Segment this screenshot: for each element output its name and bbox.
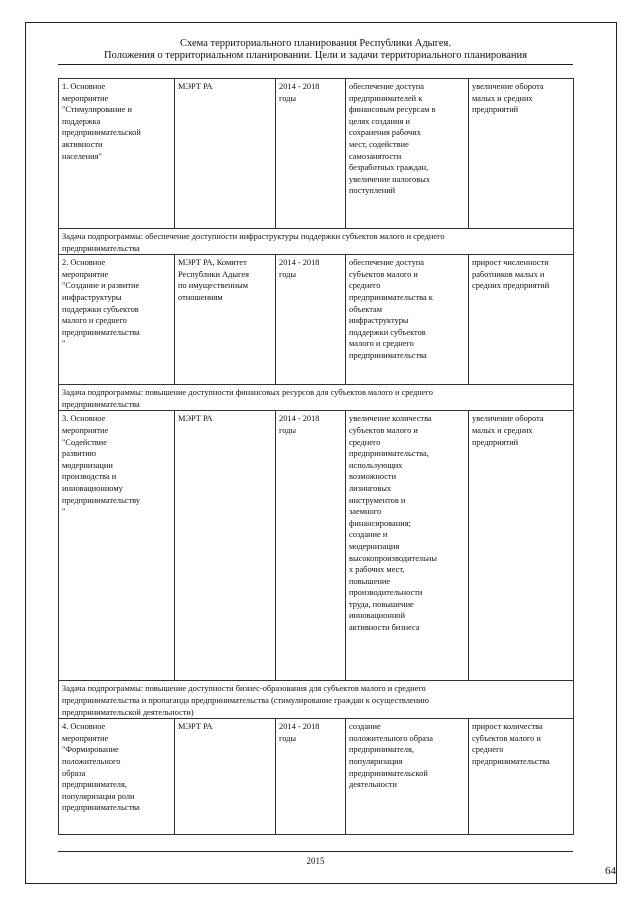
- description-line: обеспечение доступа: [349, 82, 424, 91]
- measure-title-line: 2. Основное: [62, 258, 106, 268]
- measure-title-line: предпринимательству: [62, 495, 141, 505]
- period-line: годы: [279, 425, 297, 435]
- result-line: прирост количества: [472, 722, 543, 732]
- task-text-line: предпринимательства: [62, 399, 140, 409]
- measure-row: [59, 79, 574, 229]
- measure-title-line: производства и: [62, 472, 117, 482]
- description-line: среднего: [349, 437, 381, 447]
- period-cell: [276, 719, 346, 835]
- description-line: инструментов и: [349, 495, 406, 505]
- responsible-line: МЭРТ РА, Комитет: [178, 258, 247, 268]
- description-line: предпринимательства: [349, 350, 427, 360]
- measure-row: [59, 719, 574, 835]
- measure-title-cell: [59, 79, 175, 229]
- description-line: мест, содействие: [349, 139, 409, 149]
- measure-title-line: популяризация роли: [62, 791, 135, 801]
- description-cell: [346, 719, 469, 835]
- description-line: положительного образа: [349, 733, 433, 743]
- measure-row: [59, 411, 574, 681]
- result-line: среднего: [472, 745, 504, 755]
- task-row: [59, 385, 574, 411]
- measure-title-line: мероприятие: [62, 733, 109, 743]
- task-text-line: предпринимательства: [62, 243, 140, 253]
- header-title: Схема территориального планирования Республики Адыгея.: [179, 38, 451, 49]
- description-line: деятельности: [349, 780, 397, 790]
- responsible-line: отношениям: [178, 292, 223, 302]
- measure-title-line: предпринимателя,: [62, 780, 127, 790]
- description-line: увеличение количества: [349, 414, 432, 424]
- description-cell: [346, 79, 469, 229]
- result-cell: [469, 719, 574, 835]
- description-line: предпринимательства,: [349, 449, 429, 459]
- period-line: 2014 - 2018: [279, 82, 320, 91]
- description-line: активности бизнеса: [349, 623, 420, 633]
- description-line: финансовым ресурсам в: [349, 105, 436, 115]
- description-line: производительности: [349, 588, 423, 598]
- result-line: предприятий: [472, 437, 519, 447]
- result-line: работников малых и: [472, 269, 545, 279]
- result-line: малых и средних: [472, 425, 533, 435]
- header-divider: [58, 64, 573, 65]
- measure-title-line: поддержки субъектов: [62, 304, 139, 314]
- measure-title-line: образа: [62, 768, 86, 778]
- measure-title-line: "Содействие: [62, 437, 107, 447]
- task-row: [59, 229, 574, 255]
- result-line: предпринимательства: [472, 756, 550, 766]
- description-line: среднего: [349, 281, 381, 291]
- responsible-line: по имущественным: [178, 281, 248, 291]
- description-line: сохранения рабочих: [349, 128, 421, 138]
- measure-title-cell: [59, 719, 175, 835]
- measures-table-body: [59, 79, 574, 835]
- description-line: повышение: [349, 576, 391, 586]
- description-line: объектам: [349, 304, 383, 314]
- responsible-cell: [175, 411, 276, 681]
- footer-divider: [58, 851, 573, 852]
- description-line: создание и: [349, 530, 388, 540]
- header-subtitle: Положения о территориальном планировании. Цели и задачи территориального планирования: [104, 50, 527, 61]
- measure-row: [59, 255, 574, 385]
- description-line: х рабочих мест,: [349, 565, 405, 575]
- period-cell: [276, 79, 346, 229]
- task-text-line: предпринимательской деятельности): [62, 707, 194, 717]
- measure-title-line: инновационному: [62, 483, 123, 493]
- task-cell: [59, 385, 574, 411]
- measure-title-line: положительного: [62, 756, 121, 766]
- responsible-cell: [175, 719, 276, 835]
- task-cell: [59, 229, 574, 255]
- period-line: 2014 - 2018: [279, 722, 320, 732]
- description-line: увеличение налоговых: [349, 174, 430, 184]
- measure-title-line: мероприятие: [62, 269, 109, 279]
- task-text-line: предпринимательства и пропаганда предпринимательства (стимулирование граждан к осуществлению: [62, 695, 429, 705]
- task-row: [59, 681, 574, 719]
- description-line: предпринимательской: [349, 768, 428, 778]
- description-line: целях создания и: [349, 116, 410, 126]
- description-line: малого и среднего: [349, 339, 414, 349]
- period-line: годы: [279, 93, 297, 103]
- period-line: годы: [279, 269, 297, 279]
- measure-title-line: предпринимательства: [62, 327, 140, 337]
- description-line: высокопроизводительны: [349, 553, 438, 563]
- measure-title-line: малого и среднего: [62, 316, 127, 326]
- period-line: годы: [279, 733, 297, 743]
- measure-title-line: 4. Основное: [62, 722, 106, 732]
- description-line: предпринимательства к: [349, 292, 433, 302]
- period-cell: [276, 255, 346, 385]
- measure-title-line: модернизации: [62, 460, 113, 470]
- description-line: предпринимателей к: [349, 93, 423, 103]
- task-text-line: Задача подпрограммы: повышение доступности бизнес-образования для субъектов малого и среднего: [62, 684, 426, 694]
- measures-table: [58, 78, 574, 835]
- description-line: самозанятости: [349, 151, 402, 161]
- measure-title-line: населения": [62, 151, 102, 161]
- description-line: субъектов малого и: [349, 425, 418, 435]
- description-line: инновационной: [349, 611, 405, 621]
- measure-title-line: 1. Основное: [62, 82, 106, 91]
- period-line: 2014 - 2018: [279, 258, 320, 268]
- description-line: труда, повышение: [349, 599, 414, 609]
- measure-title-line: мероприятие: [62, 93, 109, 103]
- measure-title-line: инфраструктуры: [62, 292, 122, 302]
- description-cell: [346, 255, 469, 385]
- description-line: предпринимателя,: [349, 745, 414, 755]
- measure-title-cell: [59, 411, 175, 681]
- result-line: прирост численности: [472, 258, 549, 268]
- description-cell: [346, 411, 469, 681]
- description-line: обеспечение доступа: [349, 258, 424, 268]
- description-line: возможности: [349, 472, 397, 482]
- result-line: увеличение оборота: [472, 414, 544, 424]
- measure-title-line: предпринимательской: [62, 128, 141, 138]
- period-cell: [276, 411, 346, 681]
- description-line: субъектов малого и: [349, 269, 418, 279]
- result-cell: [469, 255, 574, 385]
- measure-title-line: развитию: [62, 449, 97, 459]
- description-line: безработных граждан,: [349, 163, 429, 173]
- description-line: поступлений: [349, 186, 396, 196]
- task-cell: [59, 681, 574, 719]
- measure-title-line: активности: [62, 139, 103, 149]
- period-line: 2014 - 2018: [279, 414, 320, 424]
- result-line: увеличение оборота: [472, 82, 544, 91]
- measure-title-line: "Формирование: [62, 745, 119, 755]
- result-line: малых и средних: [472, 93, 533, 103]
- responsible-line: Республики Адыгея: [178, 269, 249, 279]
- measure-title-line: ": [62, 507, 66, 517]
- result-line: предприятий: [472, 105, 519, 115]
- measure-title-line: мероприятие: [62, 425, 109, 435]
- description-line: лизинговых: [349, 483, 392, 493]
- description-line: заемного: [349, 507, 382, 517]
- description-line: использующих: [349, 460, 403, 470]
- measure-title-cell: [59, 255, 175, 385]
- result-line: средних предприятий: [472, 281, 550, 291]
- measure-title-line: предпринимательства: [62, 803, 140, 813]
- measure-title-line: поддержка: [62, 116, 101, 126]
- result-cell: [469, 411, 574, 681]
- page-header: [58, 38, 573, 62]
- measure-title-line: "Создание и развитие: [62, 281, 140, 291]
- description-line: модернизация: [349, 541, 400, 551]
- task-text-line: Задача подпрограммы: обеспечение доступности инфраструктуры поддержки субъектов малого и среднего: [62, 232, 445, 241]
- responsible-line: МЭРТ РА: [178, 82, 213, 91]
- footer-year: 2015: [306, 856, 325, 866]
- description-line: инфраструктуры: [349, 316, 409, 326]
- responsible-line: МЭРТ РА: [178, 414, 213, 424]
- description-line: популяризация: [349, 756, 403, 766]
- task-text-line: Задача подпрограммы: повышение доступности финансовых ресурсов для субъектов малого и среднего: [62, 388, 433, 398]
- measure-title-line: 3. Основное: [62, 414, 106, 424]
- description-line: финансирования;: [349, 518, 411, 528]
- measure-title-line: "Стимулирование и: [62, 105, 133, 115]
- responsible-cell: [175, 79, 276, 229]
- responsible-cell: [175, 255, 276, 385]
- page-number: 64: [605, 865, 616, 877]
- measure-title-line: ": [62, 339, 66, 349]
- result-cell: [469, 79, 574, 229]
- description-line: поддержки субъектов: [349, 327, 426, 337]
- result-line: субъектов малого и: [472, 733, 541, 743]
- description-line: создание: [349, 722, 381, 732]
- responsible-line: МЭРТ РА: [178, 722, 213, 732]
